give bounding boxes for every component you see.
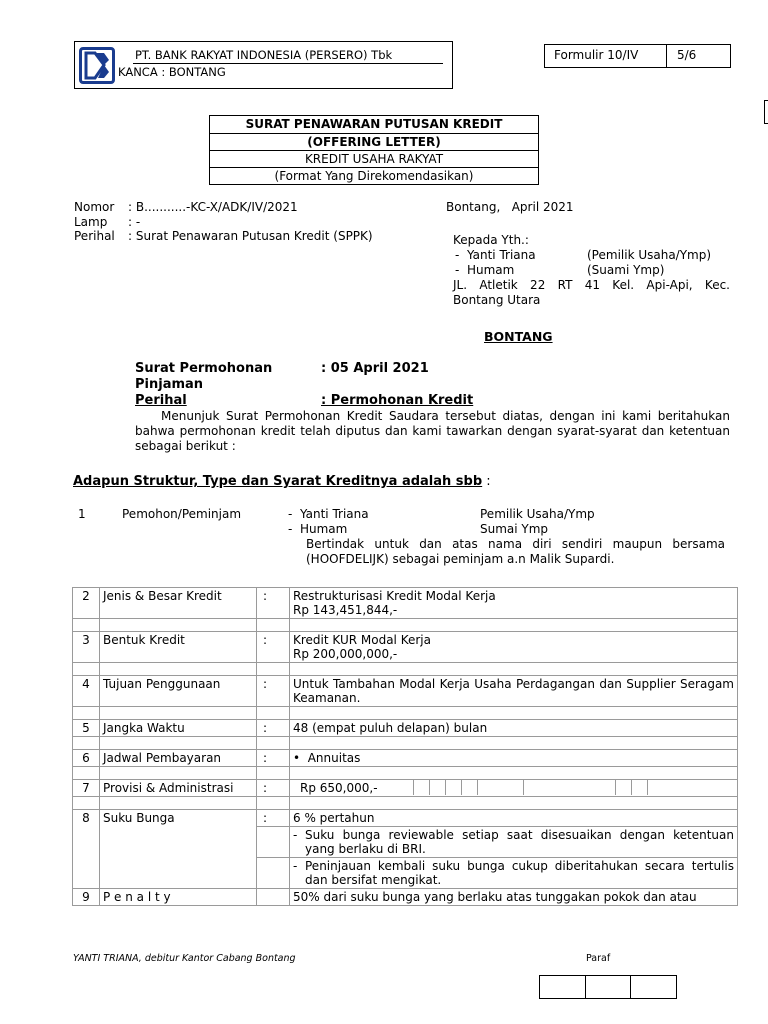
row-value-line: Rp 200,000,000,- [293,647,398,661]
branch-label: KANCA : BONTANG [118,65,226,79]
interest-note: Suku bunga reviewable setiap saat disesuaikan dengan ketentuan yang berlaku di BRI. [305,828,734,856]
applicant-statement [306,537,725,567]
provision-cells [290,780,737,795]
recipient-block [453,233,730,308]
table-spacer [73,737,738,750]
paraf-cell[interactable] [586,976,632,998]
row-value [290,780,738,797]
row-colon: : [257,750,290,767]
provision-amount: Rp 650,000,- [300,781,378,795]
table-row [73,632,738,663]
reference-key: Surat Permohonan Pinjaman [135,361,273,392]
reference-value: : 05 April 2021 [321,361,429,376]
row-label: P e n a l t y [100,889,257,906]
nomor-label: Nomor [74,200,115,214]
row-number: 5 [73,720,100,737]
structure-heading-colon: : [482,474,491,489]
title-line-2: (OFFERING LETTER) [210,133,538,150]
interest-note: Peninjauan kembali suku bunga cukup diberitahukan secara tertulis dan bersifat mengikat. [305,859,734,887]
row-colon: : [257,720,290,737]
perihal-label: Perihal [74,229,115,243]
recipient-role: (Suami Ymp) [587,263,665,277]
table-row [73,889,738,906]
table-row [73,720,738,737]
row-number: 8 [73,810,100,889]
table-row [73,676,738,707]
paraf-cell[interactable] [540,976,586,998]
row-number: 3 [73,632,100,663]
lamp-label: Lamp [74,214,108,229]
footer-note: YANTI TRIANA, debitur Kantor Cabang Bontang [73,953,296,964]
recipient-name: - Yanti Triana [455,248,536,262]
row-label: Jadwal Pembayaran [100,750,257,767]
recipient-city: BONTANG [484,329,553,344]
table-spacer [73,663,738,676]
applicant-role: Sumai Ymp [480,522,549,536]
row-label: Provisi & Administrasi [100,780,257,797]
applicant-name: - Humam [288,522,348,536]
recipient-name: - Humam [455,263,515,277]
row-label: Jenis & Besar Kredit [100,588,257,619]
recipient-address-line-1: JL. Atletik 22 RT 41 Kel. Api-Api, Kec. [453,278,730,292]
row-value: 50% dari suku bunga yang berlaku atas tunggakan pokok dan atau [290,889,738,906]
paraf-cell[interactable] [631,976,676,998]
bank-name-underline [133,63,443,64]
nomor-value: : B...........-KC-X/ADK/IV/2021 [128,200,298,214]
table-spacer [73,707,738,720]
row-value [290,588,738,619]
row-colon: : [257,810,290,827]
credit-terms-table [72,587,738,906]
row-value-line: Restrukturisasi Kredit Modal Kerja [293,589,496,603]
perihal-value: : Surat Penawaran Putusan Kredit (SPPK) [128,229,373,243]
item-label: Pemohon/Peminjam [122,507,242,521]
row-label: Bentuk Kredit [100,632,257,663]
row-number: 2 [73,588,100,619]
recipient-address-line-2: Bontang Utara [453,293,541,307]
table-spacer [73,619,738,632]
table-spacer [73,797,738,810]
row-value-line: Kredit KUR Modal Kerja [293,633,431,647]
row-value [290,827,738,858]
paraf-label: Paraf [586,953,611,964]
letter-meta [74,200,373,244]
structure-heading-text: Adapun Struktur, Type dan Syarat Kreditnya adalah sbb [73,474,483,489]
row-label: Tujuan Penggunaan [100,676,257,707]
dash-marker: - [293,859,298,873]
row-value-line: Rp 143,451,844,- [293,603,398,617]
row-label: Jangka Waktu [100,720,257,737]
title-line-4: (Format Yang Direkomendasikan) [210,167,538,184]
form-page: 5/6 [677,48,697,62]
row-colon: : [257,588,290,619]
paraf-boxes [539,975,677,999]
table-row [73,750,738,767]
reference-key: Perihal [135,393,187,408]
table-row [73,780,738,797]
applicant-statement-text: Bertindak untuk dan atas nama diri sendiri maupun bersama (HOOFDELIJK) sebagai peminjam a.n Malik Supardi. [306,537,725,566]
table-row [73,810,738,827]
row-value: Untuk Tambahan Modal Kerja Usaha Perdagangan dan Supplier Seragam Keamanan. [290,676,738,707]
title-line-1: SURAT PENAWARAN PUTUSAN KREDIT [245,117,503,131]
intro-paragraph: Menunjuk Surat Permohonan Kredit Saudara tersebut diatas, dengan ini kami beritahukan bahwa permohonan kredit telah diputus dan kami tawarkan dengan syarat-syarat dan ketentuan sebagai berikut : [135,409,730,453]
row-colon: : [257,780,290,797]
reference-block [135,361,473,409]
form-label: Formulir 10/IV [545,45,667,67]
applicant-name: - Yanti Triana [288,507,369,521]
row-colon: : [257,632,290,663]
row-number: 6 [73,750,100,767]
dash-marker: - [293,828,298,842]
table-spacer [73,767,738,780]
row-value [290,858,738,889]
row-number: 7 [73,780,100,797]
structure-heading [73,474,491,489]
place-date: Bontang, April 2021 [446,200,574,214]
row-number: 4 [73,676,100,707]
title-line-3: KREDIT USAHA RAKYAT [210,150,538,167]
item-number: 1 [78,507,86,521]
applicant-role: Pemilik Usaha/Ymp [480,507,595,521]
row-label: Suku Bunga [100,810,257,889]
page-edge-mark [764,100,768,124]
row-number: 9 [73,889,100,906]
reference-value: : Permohonan Kredit [321,393,474,408]
table-row [73,588,738,619]
row-value: • Annuitas [290,750,738,767]
lamp-value: : - [128,214,141,229]
row-value: 6 % pertahun [290,810,738,827]
form-number-box [544,44,731,68]
letter-title-box [209,115,539,185]
bank-name: PT. BANK RAKYAT INDONESIA (PERSERO) Tbk [135,48,393,62]
recipient-role: (Pemilik Usaha/Ymp) [587,248,712,262]
row-colon: : [257,676,290,707]
row-value: 48 (empat puluh delapan) bulan [290,720,738,737]
row-value [290,632,738,663]
bri-logo-icon [79,47,115,84]
recipient-greeting: Kepada Yth.: [453,233,529,247]
